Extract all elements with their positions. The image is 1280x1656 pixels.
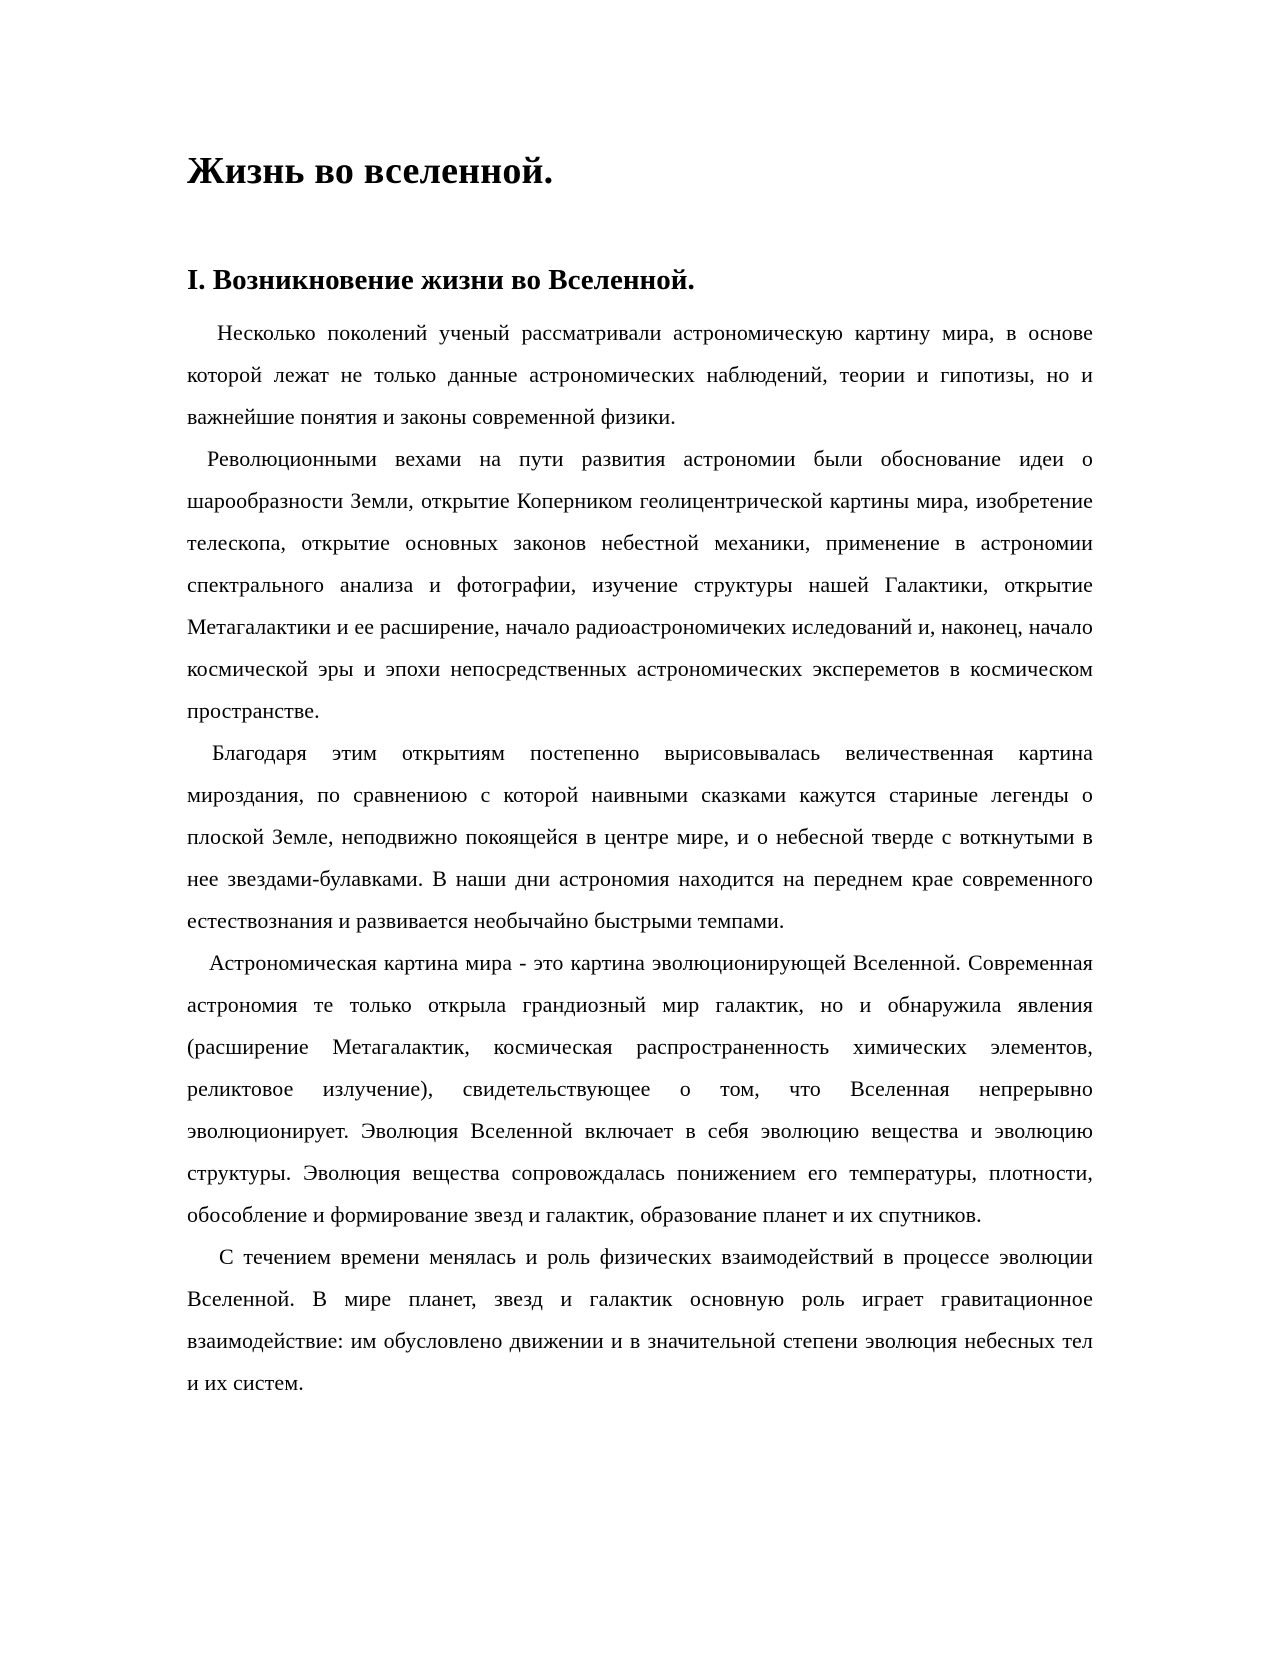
paragraph-1: Несколько поколений ученый рассматривали астрономическую картину мира, в основе которой лежат не только данные астрономических наблюдений, теории и гипотизы, но и важнейшие понятия и законы современной физики. — [187, 320, 1093, 429]
document-title: Жизнь во вселенной. — [187, 150, 554, 192]
section-heading: I. Возникновение жизни во Вселенной. — [187, 264, 695, 296]
paragraph-3: Благодаря этим открытиям постепенно вырисовывалась величественная картина мироздания, по сравнениою с которой наивными сказками кажутся стариные легенды о плоской Земле, неподвижно покоящейся в центре мире, и о небесной тверде с воткнутыми в нее звездами-булавками. В наши дни астрономия находится на переднем крае современного естествознания и развивается необычайно быстрыми темпами. — [187, 740, 1093, 933]
paragraph-4: Астрономическая картина мира - это картина эволюционирующей Вселенной. Современная астрономия те только открыла грандиозный мир галактик, но и обнаружила явления (расширение Метагалактик, космическая распространенность химических элементов, реликтовое излучение), свидетельствующее о том, что Вселенная непрерывно эволюционирует. Эволюция Вселенной включает в себя эволюцию вещества и эволюцию структуры. Эволюция вещества сопровождалась понижением его температуры, плотности, обособление и формирование звезд и галактик, образование планет и их спутников. — [187, 950, 1093, 1227]
document-body — [187, 136, 1093, 1404]
paragraph-5: С течением времени менялась и роль физических взаимодействий в процессе эволюции Вселенной. В мире планет, звезд и галактик основную роль играет гравитационное взаимодействие: им обусловлено движении и в значительной степени эволюция небесных тел и их систем. — [187, 1244, 1093, 1395]
paragraph-2: Революционными вехами на пути развития астрономии были обоснование идеи о шарообразности Земли, открытие Коперником геолицентрической картины мира, изобретение телескопа, открытие основных законов небестной механики, применение в астрономии спектрального анализа и фотографии, изучение структуры нашей Галактики, открытие Метагалактики и ее расширение, начало радиоастрономичеких иследований и, наконец, начало космической эры и эпохи непосредственных астрономических экспереметов в космическом пространстве. — [187, 446, 1093, 723]
